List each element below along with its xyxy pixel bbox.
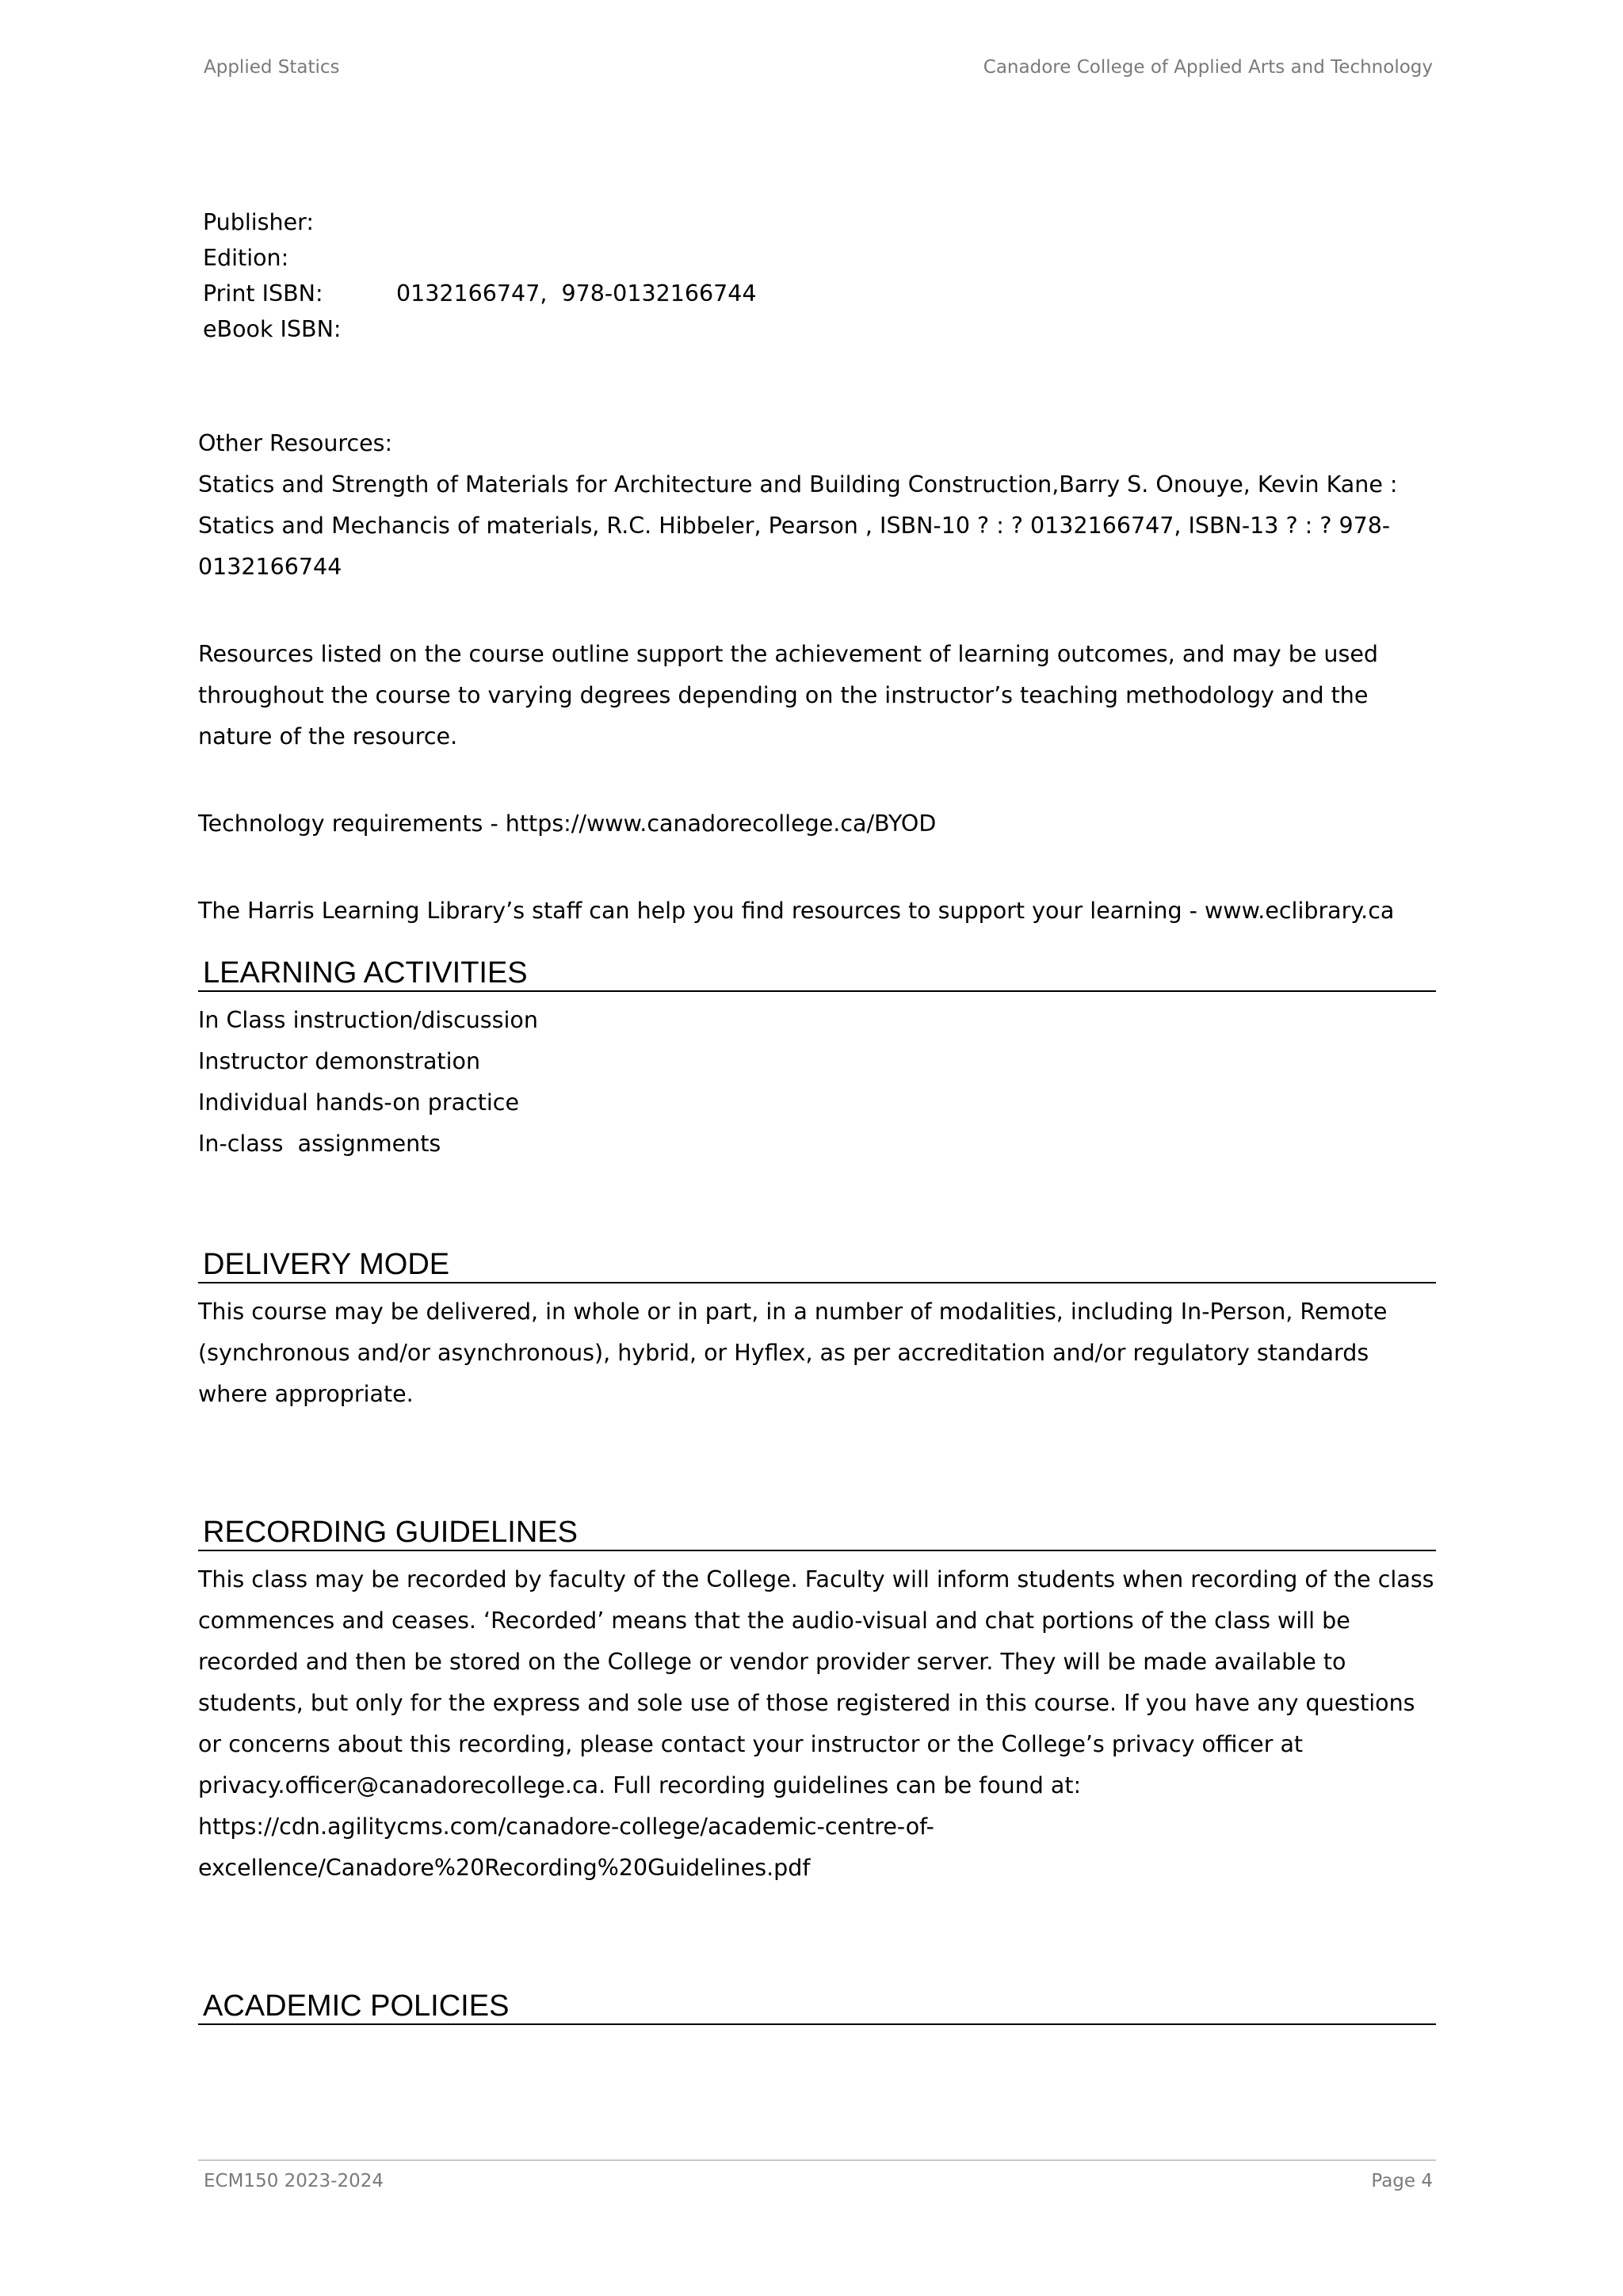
page-content: [198, 204, 1436, 2033]
other-resources-label: Other Resources:: [198, 430, 393, 456]
print-isbn-row: [203, 276, 1436, 311]
print-isbn-label: Print ISBN:: [203, 280, 323, 307]
technology-requirements-text: Technology requirements - https://www.canadorecollege.ca/BYOD: [198, 810, 937, 837]
learning-activities-list: [198, 1000, 1436, 1165]
publisher-label: Publisher:: [203, 209, 314, 235]
other-resources-text: Statics and Strength of Materials for Architecture and Building Construction,Barry S. Onouye, Kevin Kane : Statics and Mechancis of materials, R.C. Hibbeler, Pearson , ISBN-10 ? : ? 0132166747, ISBN-13 ? : ? 978-0132166744: [198, 471, 1398, 580]
footer-page-number: Page 4: [1371, 2171, 1433, 2191]
running-header: [204, 57, 1433, 78]
running-footer: [204, 2171, 1433, 2191]
delivery-mode-heading: DELIVERY MODE: [198, 1247, 1436, 1283]
footer-divider: [198, 2160, 1436, 2161]
recording-guidelines-text: This class may be recorded by faculty of the College. Faculty will inform students when recording of the class commences and ceases. ‘Recorded’ means that the audio-visual and chat portions of the class will be recorded and then be stored on the College or vendor provider server. They will be made available to students, but only for the express and sole use of those registered in this course. If you have any questions or concerns about this recording, please contact your instructor or the College’s privacy officer at privacy.officer@canadorecollege.ca. Full recording guidelines can be found at: https://cdn.agilitycms.com/canadore-college/academic-centre-of-excellence/Canadore%20Recording%20Guidelines.pdf: [198, 1566, 1434, 1881]
ebook-isbn-row: [203, 311, 1436, 347]
footer-course-code: ECM150 2023-2024: [204, 2171, 384, 2191]
list-item: Instructor demonstration: [198, 1048, 481, 1074]
resources-support-text: Resources listed on the course outline support the achievement of learning outcomes, and may be used throughout the course to varying degrees depending on the instructor’s teaching methodology and the nature of the resource.: [198, 641, 1378, 749]
ebook-isbn-label: eBook ISBN:: [203, 316, 342, 342]
learning-activities-heading: LEARNING ACTIVITIES: [198, 955, 1436, 992]
recording-guidelines-heading: RECORDING GUIDELINES: [198, 1515, 1436, 1551]
delivery-mode-text: This course may be delivered, in whole or in part, in a number of modalities, including In-Person, Remote (synchronous and/or asynchronous), hybrid, or Hyflex, as per accreditation and/or regulatory standards where appropriate.: [198, 1299, 1388, 1407]
print-isbn-value: 0132166747, 978-0132166744: [396, 280, 757, 307]
list-item: In Class instruction/discussion: [198, 1007, 538, 1033]
publication-info: [203, 204, 1436, 347]
publisher-row: [203, 204, 1436, 240]
library-text: The Harris Learning Library’s staff can help you find resources to support your learning - www.eclibrary.ca: [198, 898, 1395, 924]
edition-row: [203, 240, 1436, 276]
edition-label: Edition:: [203, 245, 289, 271]
academic-policies-heading: ACADEMIC POLICIES: [198, 1989, 1436, 2025]
list-item: In-class assignments: [198, 1131, 441, 1157]
header-college-name: Canadore College of Applied Arts and Technology: [983, 57, 1433, 78]
list-item: Individual hands-on practice: [198, 1089, 519, 1116]
header-course-title: Applied Statics: [204, 57, 340, 78]
